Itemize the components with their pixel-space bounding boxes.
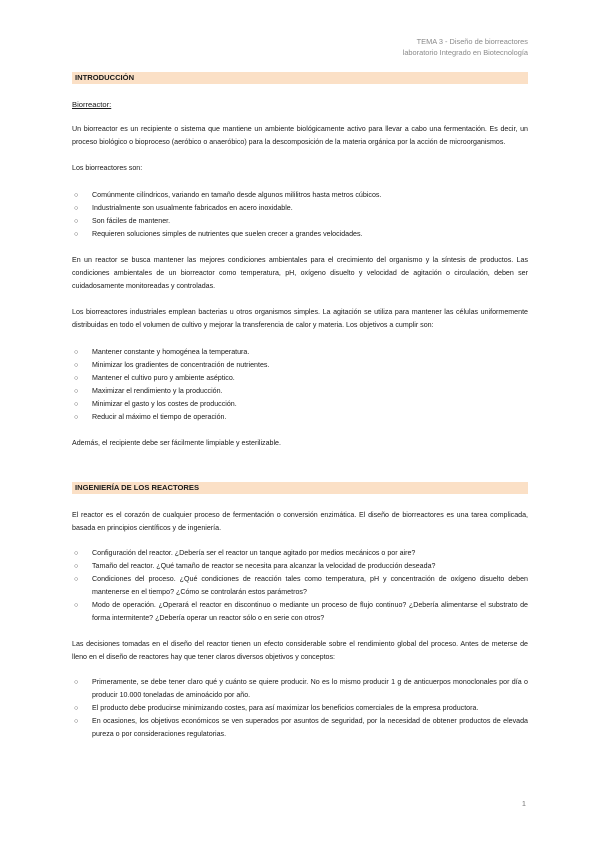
bullet-icon: ○ (74, 192, 79, 199)
bullet-icon: ○ (74, 414, 79, 421)
list-item: ○ En ocasiones, los objetivos económicos se ven superados por asuntos de seguridad, por la necesidad de obtener productos de elevada pureza o por consideraciones regulatorias. (74, 717, 528, 738)
list-item: ○ Comúnmente cilíndricos, variando en tamaño desde algunos mililitros hasta metros cúbicos. (72, 189, 528, 202)
bullet-icon: ○ (74, 401, 79, 408)
industrial-paragraph: Los biorreactores industriales emplean bacterias u otros organismos simples. La agitación se utiliza para mantener las células uniformemente distribuidas en todo el volumen de cultivo y mejorar la transferencia de calor y materia. Los objetivos a cumplir son: (72, 308, 528, 329)
bullet-icon: ○ (74, 375, 79, 382)
header-course: laboratorio Integrado en Biotecnología (402, 48, 528, 57)
reactor-intro-paragraph: El reactor es el corazón de cualquier proceso de fermentación o conversión enzimática. El diseño de biorreactores es una tarea complicada, basada en principios científicos y de ingeniería. (72, 511, 528, 532)
bullet-icon: ○ (74, 388, 79, 395)
list-item: ○ Mantener constante y homogénea la temperatura. (72, 346, 528, 359)
bullet-icon: ○ (74, 602, 79, 609)
list-item: ○ Condiciones del proceso. ¿Qué condiciones de reacción tales como temperatura, pH y concentración de oxígeno disuelto deben mantenerse en el tiempo? ¿Cómo se controlarán estos parámetros? (74, 575, 528, 596)
header-topic: TEMA 3 - Diseño de biorreactores (416, 37, 528, 46)
bullet-icon: ○ (74, 563, 79, 570)
bullet-icon: ○ (74, 205, 79, 212)
list-item: ○ Minimizar los gradientes de concentración de nutrientes. (72, 359, 528, 372)
page-content (72, 72, 528, 741)
concepts-list (72, 676, 528, 741)
list-item: ○ Son fáciles de mantener. (72, 215, 528, 228)
bullet-icon: ○ (74, 705, 79, 712)
biorreactores-lead: Los biorreactores son: (72, 164, 143, 172)
list-item: ○ Tamaño del reactor. ¿Qué tamaño de reactor se necesita para alcanzar la velocidad de producción deseada? (72, 560, 528, 573)
list-item: ○ Modo de operación. ¿Operará el reactor en discontinuo o mediante un proceso de flujo continuo? ¿Debería alimentarse el substrato de forma intermitente? ¿Debería operar un reactor sólo o en serie con otros? (74, 601, 528, 622)
list-item: ○ Reducir al máximo el tiempo de operación. (72, 411, 528, 424)
bullet-icon: ○ (74, 679, 79, 686)
bullet-icon: ○ (74, 362, 79, 369)
section-heading-ingenieria: INGENIERÍA DE LOS REACTORES (72, 482, 528, 494)
list-item: ○ Maximizar el rendimiento y la producción. (72, 385, 528, 398)
bullet-icon: ○ (74, 550, 79, 557)
bullet-icon: ○ (74, 231, 79, 238)
decisions-paragraph: Las decisiones tomadas en el diseño del reactor tienen un efecto considerable sobre el rendimiento global del proceso. Antes de meterse de lleno en el diseño de reactores hay que tener claros diversos objetivos y conceptos: (72, 640, 528, 661)
list-item: ○ Configuración del reactor. ¿Debería ser el reactor un tanque agitado por medios mecánicos o por aire? (72, 547, 528, 560)
cleaning-paragraph: Además, el recipiente debe ser fácilmente limpiable y esterilizable. (72, 439, 281, 447)
bullet-icon: ○ (74, 718, 79, 725)
subheading-biorreactor: Biorreactor: (72, 100, 112, 109)
page-number: 1 (521, 799, 526, 808)
biorreactores-list (72, 189, 528, 241)
list-item: ○ Minimizar el gasto y los costes de producción. (72, 398, 528, 411)
bullet-icon: ○ (74, 218, 79, 225)
conditions-paragraph: En un reactor se busca mantener las mejores condiciones ambientales para el crecimiento del organismo y la síntesis de productos. Las condiciones ambientales de un biorreactor como temperatura, pH, oxígeno disuelto y velocidad de agitación o circulación, deben ser cuidadosamente monitoreadas y controladas. (72, 256, 528, 290)
list-item: ○ Requieren soluciones simples de nutrientes que suelen crecer a grandes velocidades. (72, 228, 528, 241)
bullet-icon: ○ (74, 576, 79, 583)
objectives-list (72, 346, 528, 424)
list-item: ○ El producto debe producirse minimizando costes, para así maximizar los beneficios comerciales de la empresa productora. (72, 702, 528, 715)
page-header (403, 36, 528, 58)
list-item: ○ Industrialmente son usualmente fabricados en acero inoxidable. (72, 202, 528, 215)
list-item: ○ Primeramente, se debe tener claro qué y cuánto se quiere producir. No es lo mismo producir 1 g de anticuerpos monoclonales por día o producir 10.000 toneladas de aminoácido por año. (74, 678, 528, 699)
design-questions-list (72, 547, 528, 625)
bullet-icon: ○ (74, 349, 79, 356)
list-item: ○ Mantener el cultivo puro y ambiente aséptico. (72, 372, 528, 385)
section-heading-introduccion: INTRODUCCIÓN (72, 72, 528, 84)
intro-paragraph: Un biorreactor es un recipiente o sistema que mantiene un ambiente biológicamente activo para llevar a cabo una fermentación. Es decir, un proceso biológico o bioproceso (aeróbico o anaeróbico) para la descomposición de la materia orgánica por la acción de microorganismos. (72, 125, 528, 146)
